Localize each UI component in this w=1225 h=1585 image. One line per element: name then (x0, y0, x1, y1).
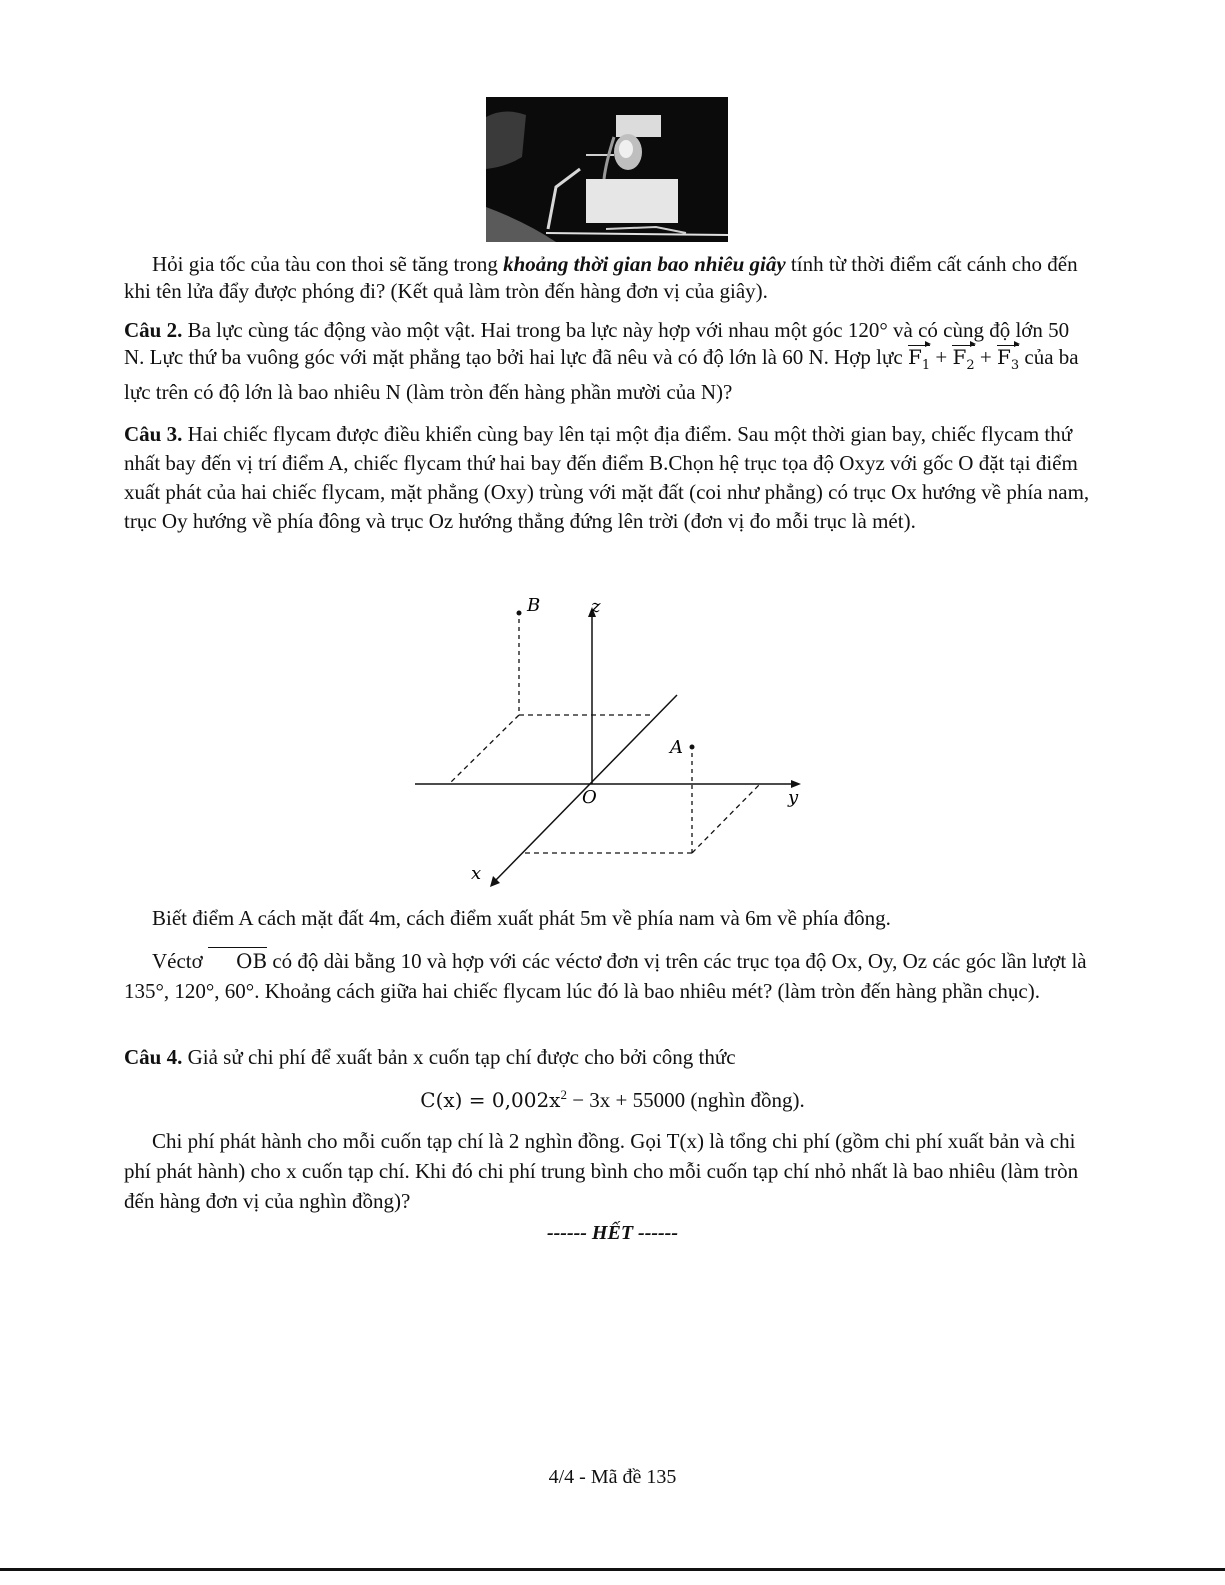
q4-label: Câu 4. (124, 1045, 183, 1069)
plus-1: + (930, 345, 953, 369)
label-y: y (788, 787, 799, 808)
f1-letter: F (907, 345, 922, 369)
label-a: A (670, 737, 683, 758)
q3-vec-pre: Véctơ (152, 949, 208, 973)
formula-part-a: C(x) = 0,002x (420, 1088, 561, 1112)
shuttle-photo (486, 97, 728, 242)
q2-text-1: Ba lực cùng tác động vào một vật. Hai trong ba lực này hợp với nhau một góc 120° và có cùng độ lớn 50 N. Lực thứ ba vuông góc với mặt phẳng tạo bởi hai lực đã nêu và có độ lớn là 60 N. Hợp lực (124, 318, 1070, 369)
label-x: x (471, 863, 482, 884)
q3-label: Câu 3. (124, 422, 183, 446)
q3-known-a: Biết điểm A cách mặt đất 4m, cách điểm xuất phát 5m về phía nam và 6m về phía đông. (152, 906, 891, 930)
label-b: B (527, 595, 541, 616)
q3-vec-post: có độ dài bằng 10 và hợp với các véctơ đơn vị trên các trục tọa độ Ox, Oy, Oz các góc lần lượt là 135°, 120°, 60°. Khoảng cách giữa hai chiếc flycam lúc đó là bao nhiêu mét? (làm tròn đến hàng phần chục). (124, 949, 1087, 1003)
a-diagonal-dash (692, 784, 760, 853)
question-4 (124, 1044, 1092, 1071)
point-b (517, 611, 522, 616)
q1-text-2: tính từ thời điểm cất cánh cho đến khi tên lửa đẩy được phóng đi? (Kết quả làm tròn đến hàng đơn vị của giây). (124, 252, 1078, 303)
question-2 (124, 317, 1092, 406)
plus-2: + (974, 345, 997, 369)
vector-f1 (908, 344, 930, 379)
q4-text-2: Chi phí phát hành cho mỗi cuốn tạp chí là 2 nghìn đồng. Gọi T(x) là tổng chi phí (gồm chi phí xuất bản và chi phí phát hành) cho x cuốn tạp chí. Khi đó chi phí trung bình cho mỗi cuốn tạp chí nhỏ nhất là bao nhiêu (làm tròn đến hàng đơn vị của nghìn đồng)? (124, 1129, 1079, 1213)
coordinate-diagram (405, 585, 825, 895)
label-z: z (591, 596, 601, 617)
f2-sub: 2 (966, 358, 975, 373)
q1-continuation (124, 251, 1092, 305)
formula-part-b: − 3x + 55000 (nghìn đồng). (566, 1088, 805, 1112)
cost-formula (0, 1080, 1225, 1115)
bottom-border (0, 1568, 1225, 1571)
q3-text-1: Hai chiếc flycam được điều khiển cùng bay lên tại một địa điểm. Sau một thời gian bay, chiếc flycam thứ nhất bay đến vị trí điểm A, chiếc flycam thứ hai bay đến điểm B.Chọn hệ trục tọa độ Oxyz với gốc O đặt tại điểm xuất phát của hai chiếc flycam, mặt phẳng (Oxy) trùng với mặt đất (coi như phẳng) có trục Ox hướng về phía nam, trục Oy hướng về phía đông và trục Oz hướng thẳng đứng lên trời (đơn vị đo mỗi trục là mét). (124, 422, 1090, 533)
end-marker: ------ HẾT ------ (546, 1222, 679, 1244)
vector-ob: OB (208, 946, 267, 976)
f3-sub: 3 (1010, 358, 1020, 373)
question-3 (124, 420, 1092, 536)
shuttle-photo-art (486, 97, 728, 242)
f3-letter: F (996, 345, 1011, 369)
label-o: O (582, 787, 597, 808)
q4-text-1: Giả sử chi phí để xuất bản x cuốn tạp chí được cho bởi công thức (182, 1045, 736, 1069)
q1-text-1: Hỏi gia tốc của tàu con thoi sẽ tăng trong (152, 252, 504, 276)
q1-emphasis: khoảng thời gian bao nhiêu giây (503, 252, 786, 276)
f2-letter: F (952, 345, 967, 369)
q3-vector-ob (124, 946, 1092, 1006)
point-a (690, 745, 695, 750)
page-footer: 4/4 - Mã đề 135 (548, 1466, 677, 1488)
formula-exponent: 2 (560, 1087, 567, 1102)
vector-f2 (952, 344, 974, 379)
q2-label: Câu 2. (124, 318, 183, 342)
vector-f3 (997, 344, 1019, 379)
q2-text-2: của ba lực trên có độ lớn là bao nhiêu N (làm tròn đến hàng phần mười của N)? (124, 345, 1079, 404)
b-diagonal-dash (449, 715, 519, 784)
f1-sub: 1 (921, 358, 931, 373)
